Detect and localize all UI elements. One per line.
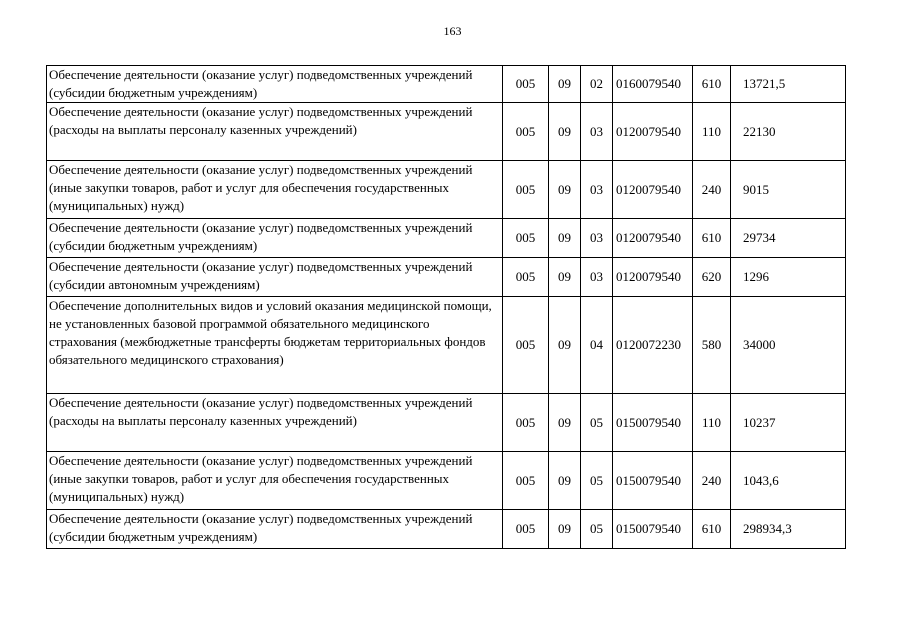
target-article-cell: 0120079540 [613, 161, 693, 219]
amount-cell: 298934,3 [731, 510, 846, 549]
amount-cell: 22130 [731, 103, 846, 161]
expense-name-cell: Обеспечение деятельности (оказание услуг) подведомственных учреждений (расходы на выплаты персоналу казенных учреждений) [47, 103, 503, 161]
page-number: 163 [443, 24, 462, 38]
ministry-code-cell: 005 [503, 161, 549, 219]
expense-name-cell: Обеспечение деятельности (оказание услуг) подведомственных учреждений (субсидии бюджетным учреждениям) [47, 219, 503, 258]
subsection-code-cell: 04 [581, 297, 613, 394]
table-row [47, 452, 846, 510]
subsection-code-cell: 05 [581, 452, 613, 510]
expense-name-cell: Обеспечение деятельности (оказание услуг) подведомственных учреждений (субсидии бюджетным учреждениям) [47, 66, 503, 103]
amount-cell: 34000 [731, 297, 846, 394]
ministry-code-cell: 005 [503, 297, 549, 394]
ministry-code-cell: 005 [503, 510, 549, 549]
subsection-code-cell: 03 [581, 219, 613, 258]
section-code-cell: 09 [549, 297, 581, 394]
amount-cell: 13721,5 [731, 66, 846, 103]
expense-type-cell: 580 [693, 297, 731, 394]
ministry-code-cell: 005 [503, 219, 549, 258]
expense-type-cell: 110 [693, 103, 731, 161]
ministry-code-cell: 005 [503, 394, 549, 452]
expense-type-cell: 240 [693, 452, 731, 510]
table-row [47, 66, 846, 103]
section-code-cell: 09 [549, 510, 581, 549]
amount-cell: 10237 [731, 394, 846, 452]
target-article-cell: 0160079540 [613, 66, 693, 103]
table-row [47, 510, 846, 549]
expense-type-cell: 240 [693, 161, 731, 219]
table-row [47, 297, 846, 394]
amount-cell: 1296 [731, 258, 846, 297]
section-code-cell: 09 [549, 219, 581, 258]
ministry-code-cell: 005 [503, 103, 549, 161]
expense-name-cell: Обеспечение деятельности (оказание услуг) подведомственных учреждений (субсидии бюджетным учреждениям) [47, 510, 503, 549]
table-row [47, 161, 846, 219]
target-article-cell: 0150079540 [613, 452, 693, 510]
target-article-cell: 0120079540 [613, 219, 693, 258]
amount-cell: 29734 [731, 219, 846, 258]
subsection-code-cell: 03 [581, 258, 613, 297]
expense-name-cell: Обеспечение деятельности (оказание услуг) подведомственных учреждений (иные закупки товаров, работ и услуг для обеспечения государственных (муниципальных) нужд) [47, 161, 503, 219]
table-row [47, 219, 846, 258]
subsection-code-cell: 05 [581, 510, 613, 549]
expense-type-cell: 610 [693, 66, 731, 103]
target-article-cell: 0120072230 [613, 297, 693, 394]
section-code-cell: 09 [549, 103, 581, 161]
amount-cell: 1043,6 [731, 452, 846, 510]
expense-type-cell: 610 [693, 219, 731, 258]
expense-type-cell: 610 [693, 510, 731, 549]
amount-cell: 9015 [731, 161, 846, 219]
subsection-code-cell: 02 [581, 66, 613, 103]
table-row [47, 394, 846, 452]
section-code-cell: 09 [549, 452, 581, 510]
ministry-code-cell: 005 [503, 66, 549, 103]
expense-name-cell: Обеспечение деятельности (оказание услуг) подведомственных учреждений (субсидии автономным учреждениям) [47, 258, 503, 297]
subsection-code-cell: 05 [581, 394, 613, 452]
expense-name-cell: Обеспечение деятельности (оказание услуг) подведомственных учреждений (расходы на выплаты персоналу казенных учреждений) [47, 394, 503, 452]
target-article-cell: 0150079540 [613, 394, 693, 452]
table-row [47, 103, 846, 161]
section-code-cell: 09 [549, 161, 581, 219]
section-code-cell: 09 [549, 258, 581, 297]
expense-type-cell: 620 [693, 258, 731, 297]
subsection-code-cell: 03 [581, 161, 613, 219]
subsection-code-cell: 03 [581, 103, 613, 161]
target-article-cell: 0120079540 [613, 103, 693, 161]
ministry-code-cell: 005 [503, 452, 549, 510]
expense-name-cell: Обеспечение деятельности (оказание услуг) подведомственных учреждений (иные закупки товаров, работ и услуг для обеспечения государственных (муниципальных) нужд) [47, 452, 503, 510]
target-article-cell: 0150079540 [613, 510, 693, 549]
expense-name-cell: Обеспечение дополнительных видов и условий оказания медицинской помощи, не установленных базовой программой обязательного медицинского страхования (межбюджетные трансферты бюджетам территориальных фондов обязательного медицинского страхования) [47, 297, 503, 394]
ministry-code-cell: 005 [503, 258, 549, 297]
table-row [47, 258, 846, 297]
expense-type-cell: 110 [693, 394, 731, 452]
section-code-cell: 09 [549, 394, 581, 452]
section-code-cell: 09 [549, 66, 581, 103]
budget-table [46, 65, 846, 549]
target-article-cell: 0120079540 [613, 258, 693, 297]
